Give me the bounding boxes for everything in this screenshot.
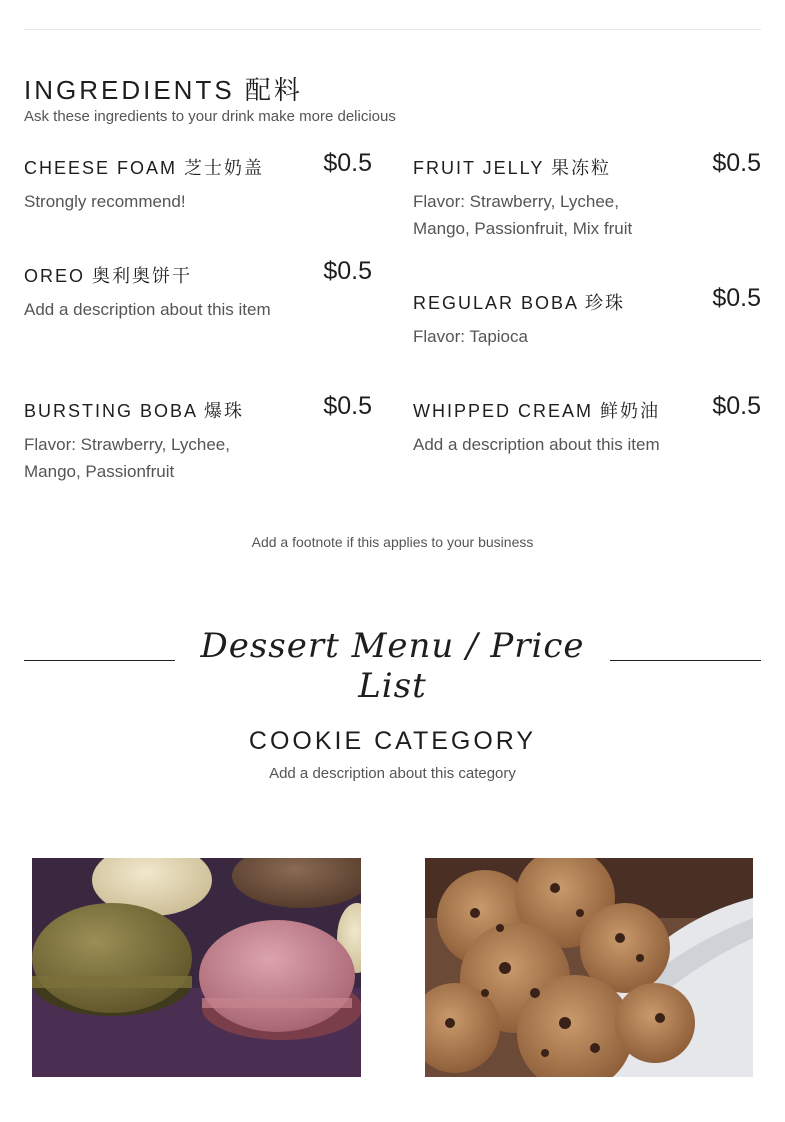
cookies-photo (425, 858, 753, 1077)
category-title: COOKIE CATEGORY (248, 727, 537, 755)
ingredients-subtitle: Ask these ingredients to your drink make more delicious (24, 108, 396, 125)
menu-item-description: Add a description about this item (413, 435, 660, 454)
menu-item-name: FRUIT JELLY 果冻粒 (413, 158, 612, 178)
menu-item-name: BURSTING BOBA 爆珠 (24, 401, 245, 421)
menu-item-price: $0.5 (323, 257, 372, 285)
chocolate-chip-cookie-photo-icon (425, 858, 753, 1077)
menu-item-price: $0.5 (712, 284, 761, 312)
heading-rule-left (24, 660, 175, 661)
menu-item-price: $0.5 (712, 149, 761, 177)
dessert-menu-heading: Dessert Menu / Price List (200, 626, 585, 706)
heading-rule-right (610, 660, 761, 661)
menu-item-price: $0.5 (712, 392, 761, 420)
menu-item-description: Flavor: Tapioca (413, 327, 528, 346)
menu-item-name: WHIPPED CREAM 鲜奶油 (413, 401, 661, 421)
menu-item-name: REGULAR BOBA 珍珠 (413, 293, 626, 313)
top-divider (24, 29, 761, 30)
macaron-photo (32, 858, 361, 1077)
menu-item-price: $0.5 (323, 149, 372, 177)
ingredients-title: INGREDIENTS 配料 (24, 75, 303, 105)
category-subtitle: Add a description about this category (269, 765, 516, 782)
ingredients-footnote: Add a footnote if this applies to your business (251, 534, 534, 550)
menu-item-description: Flavor: Strawberry, Lychee, Mango, Passionfruit (24, 435, 230, 481)
menu-item-name: OREO 奥利奥饼干 (24, 266, 193, 286)
menu-item-description: Strongly recommend! (24, 192, 186, 211)
menu-item-description: Flavor: Strawberry, Lychee, Mango, Passionfruit, Mix fruit (413, 192, 633, 238)
menu-item-description: Add a description about this item (24, 300, 271, 319)
menu-item-price: $0.5 (323, 392, 372, 420)
macaron-photo-icon (32, 858, 361, 1077)
menu-item-name: CHEESE FOAM 芝士奶盖 (24, 158, 265, 178)
